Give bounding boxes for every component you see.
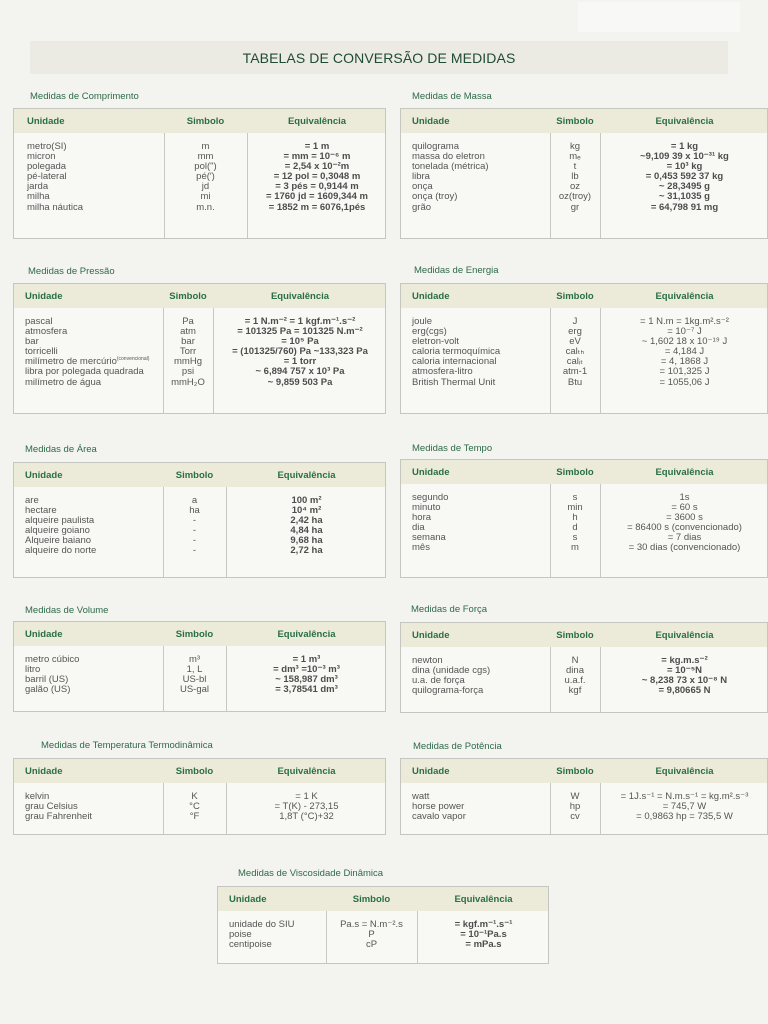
unit-name: pé-lateral: [27, 171, 67, 183]
equivalence-column: [226, 655, 386, 695]
table-header: [14, 284, 385, 308]
equivalence-value: = 1 N.m = 1kg.m².s⁻²: [640, 316, 729, 327]
unit-name: u.a. de força: [412, 675, 465, 687]
equivalence-value: = 1852 m = 6076,1pés: [268, 201, 366, 213]
table-pressao: [13, 283, 386, 414]
header-equivalencia: Equivalência: [655, 291, 714, 302]
header-simbolo: Simbolo: [169, 291, 207, 302]
equivalence-value: = 4, 1868 J: [660, 356, 709, 368]
unit-name: segundo: [412, 492, 449, 503]
table-header: [401, 109, 767, 133]
equivalence-value: 2,42 ha: [290, 515, 323, 527]
unit-symbol: P: [368, 929, 375, 941]
unit-symbol: mmH₂O: [171, 376, 205, 388]
unit-symbol: N: [571, 655, 579, 666]
unit-symbol: Btu: [567, 376, 583, 388]
unit-symbol: erg: [568, 326, 582, 338]
table-potencia: [400, 758, 768, 835]
unit-symbol: pol("): [194, 161, 217, 173]
equivalence-column: [600, 142, 768, 213]
header-simbolo: Simbolo: [556, 630, 594, 641]
unit-symbol: m: [201, 141, 210, 152]
unit-name: grão: [412, 201, 432, 213]
header-simbolo: Simbolo: [352, 894, 391, 905]
equivalence-value: = 745,7 W: [662, 801, 707, 813]
unit-name: mês: [412, 542, 430, 554]
section-title-temperatura: Medidas de Temperatura Termodinâmica: [41, 740, 213, 751]
symbols-column: [163, 496, 226, 557]
header-equivalencia: Equivalência: [277, 470, 336, 481]
header-unidade: Unidade: [412, 766, 450, 777]
header-equivalencia: Equivalência: [655, 766, 714, 777]
header-unidade: Unidade: [412, 291, 450, 302]
unit-name: atmosfera: [25, 326, 68, 338]
header-simbolo: Simbolo: [186, 116, 225, 127]
section-title-potencia: Medidas de Potência: [413, 741, 502, 752]
unit-name: barril (US): [25, 674, 69, 686]
unit-name: poise: [229, 929, 252, 941]
equivalence-value: = 0,9863 hp = 735,5 W: [636, 811, 733, 823]
equivalence-value: ~ 9,859 503 Pa: [267, 376, 333, 388]
table-header: [218, 887, 548, 911]
table-energia: [400, 283, 768, 414]
units-column: [25, 792, 92, 822]
page-title: TABELAS DE CONVERSÃO DE MEDIDAS: [242, 49, 516, 66]
unit-symbol: hp: [569, 801, 581, 813]
unit-name: quilograma-força: [412, 685, 484, 697]
unit-symbol: mₑ: [569, 151, 581, 163]
units-column: [25, 317, 149, 388]
unit-name: grau Fahrenheit: [25, 811, 93, 823]
unit-name: erg(cgs): [412, 326, 447, 338]
symbols-column: [164, 142, 247, 213]
unit-symbol: US-bl: [182, 674, 207, 686]
equivalence-value: 9,68 ha: [290, 535, 323, 547]
equivalence-value: = 7 dias: [667, 532, 702, 544]
unit-name: litro: [25, 664, 41, 676]
unit-symbol: d: [572, 522, 578, 534]
equivalence-value: = 1 N.m⁻² = 1 kgf.m⁻¹.s⁻²: [244, 316, 356, 327]
unit-name: milímetro de mercúrio: [25, 356, 117, 368]
table-header: [401, 623, 767, 647]
header-unidade: Unidade: [27, 116, 65, 127]
table-massa: [400, 108, 768, 239]
equivalence-value: = kg.m.s⁻²: [661, 655, 708, 666]
units-column: [412, 656, 490, 696]
table-header: [401, 284, 767, 308]
header-equivalencia: Equivalência: [287, 116, 347, 127]
header-equivalencia: Equivalência: [277, 766, 336, 777]
unit-symbol: dina: [566, 665, 584, 677]
unit-symbol: eV: [569, 336, 581, 348]
equivalence-column: [600, 493, 768, 554]
header-equivalencia: Equivalência: [277, 629, 336, 640]
unit-symbol: Torr: [179, 346, 197, 358]
header-unidade: Unidade: [412, 630, 450, 641]
units-column: [412, 317, 500, 388]
equivalence-value: = 10⁵ Pa: [281, 336, 319, 348]
equivalence-value: = kgf.m⁻¹.s⁻¹: [454, 919, 513, 930]
equivalence-value: = mm = 10⁻⁶ m: [283, 151, 351, 163]
section-title-energia: Medidas de Energia: [414, 265, 499, 276]
equivalence-value: = 3,78541 dm³: [275, 684, 338, 696]
unit-symbol: atm-1: [562, 366, 588, 378]
unit-name: cavalo vapor: [412, 811, 466, 823]
equivalence-value: = 60 s: [671, 502, 698, 514]
equivalence-value: 4,84 ha: [290, 525, 323, 537]
unit-name: eletron-volt: [412, 336, 459, 348]
units-column: [412, 493, 448, 554]
unit-symbol: pé(′): [196, 171, 215, 183]
unit-name: micron: [27, 151, 56, 163]
equivalence-value: ~ 28,3495 g: [659, 181, 710, 193]
equivalence-value: 1s: [679, 492, 690, 503]
unit-name: polegada: [27, 161, 67, 173]
unit-note: (convencional): [116, 356, 150, 363]
equivalence-value: = 1 torr: [283, 356, 317, 368]
header-simbolo: Simbolo: [556, 467, 594, 478]
unit-name: watt: [412, 791, 430, 802]
section-title-area: Medidas de Área: [25, 444, 97, 455]
unit-symbol: atm: [180, 326, 196, 338]
unit-name: hora: [412, 512, 432, 524]
equivalence-value: = 1 m: [304, 141, 330, 152]
unit-symbol: mm: [197, 151, 214, 163]
equivalence-column: [226, 792, 386, 822]
equivalence-value: = 1 m³: [292, 654, 321, 665]
unit-symbol: jd: [201, 181, 210, 193]
unit-name: bar: [25, 336, 39, 348]
unit-symbol: calₜₕ: [565, 346, 585, 358]
equivalence-value: = 3600 s: [666, 512, 703, 524]
equivalence-value: = (101325/760) Pa ~133,323 Pa: [232, 346, 368, 358]
equivalence-value: = mPa.s: [465, 939, 502, 951]
table-temperatura: [13, 758, 386, 835]
equivalence-value: ~ 1,602 18 x 10⁻¹⁹ J: [641, 336, 728, 348]
unit-symbol: t: [573, 161, 577, 173]
unit-symbol: min: [567, 502, 583, 514]
equivalence-value: = 1 K: [295, 791, 318, 802]
units-column: [25, 496, 96, 557]
header-unidade: Unidade: [412, 116, 450, 127]
unit-name: metro cúbico: [25, 654, 80, 665]
unit-name: jarda: [27, 181, 49, 193]
header-simbolo: Simbolo: [175, 766, 214, 777]
unit-name: minuto: [412, 502, 441, 514]
equivalence-value: = 101,325 J: [659, 366, 710, 378]
equivalence-value: 1,8T (°C)+32: [279, 811, 334, 823]
table-volume: [13, 621, 386, 712]
unit-name: massa do eletron: [412, 151, 485, 163]
symbols-column: [550, 317, 600, 388]
unit-symbol: m: [571, 542, 579, 554]
unit-symbol: m.n.: [196, 201, 215, 213]
unit-symbol: oz: [569, 181, 581, 193]
header-unidade: Unidade: [229, 894, 267, 905]
table-header: [14, 109, 385, 133]
equivalence-value: = 4,184 J: [664, 346, 705, 358]
equivalence-value: = 1760 jd = 1609,344 m: [266, 191, 368, 203]
unit-symbol: -: [192, 515, 197, 527]
unit-symbol: °C: [189, 801, 200, 813]
header-simbolo: Simbolo: [175, 629, 214, 640]
unit-symbol: -: [192, 535, 197, 547]
equivalence-value: ~ 158,987 dm³: [275, 674, 338, 686]
unit-symbol: -: [192, 545, 197, 557]
symbols-column: [163, 792, 226, 822]
equivalence-value: ~ 8,238 73 x 10⁻⁸ N: [641, 675, 728, 687]
section-title-massa: Medidas de Massa: [412, 91, 492, 102]
unit-name: kelvin: [25, 791, 50, 802]
unit-name: libra por polegada quadrada: [25, 366, 144, 378]
equivalence-value: 100 m²: [291, 495, 322, 506]
unit-name: milímetro de água: [25, 376, 102, 388]
unit-name: metro(SI): [27, 141, 67, 152]
section-title-forca: Medidas de Força: [411, 604, 488, 615]
unit-name: British Thermal Unit: [412, 376, 496, 388]
equivalence-value: = 10⁻⁵N: [666, 665, 703, 677]
table-header: [14, 759, 385, 783]
unit-name: are: [25, 495, 39, 506]
header-simbolo: Simbolo: [556, 116, 594, 127]
header-unidade: Unidade: [412, 467, 450, 478]
equivalence-value: = dm³ =10⁻³ m³: [273, 664, 340, 676]
unit-name: libra: [412, 171, 430, 183]
unit-name: onça: [412, 181, 433, 193]
header-simbolo: Simbolo: [175, 470, 214, 481]
unit-symbol: °F: [189, 811, 200, 823]
units-column: [412, 792, 466, 822]
unit-symbol: W: [570, 791, 580, 802]
unit-name: alqueire do norte: [25, 545, 97, 557]
unit-symbol: a: [191, 495, 198, 506]
symbols-column: [550, 142, 600, 213]
header-equivalencia: Equivalência: [655, 467, 714, 478]
header-unidade: Unidade: [25, 470, 63, 481]
unit-name: dia: [412, 522, 425, 534]
unit-name: torricelli: [25, 346, 58, 358]
unit-name: milha: [27, 191, 50, 203]
equivalence-value: = 1 kg: [670, 141, 699, 152]
unit-symbol: 1, L: [186, 664, 203, 676]
equivalence-value: = 1J.s⁻¹ = N.m.s⁻¹ = kg.m².s⁻³: [620, 791, 749, 802]
symbols-column: [550, 792, 600, 822]
table-header: [401, 460, 767, 484]
unit-name: grau Celsius: [25, 801, 78, 813]
unit-symbol: h: [572, 512, 578, 524]
header-equivalencia: Equivalência: [454, 894, 513, 905]
unit-name: hectare: [25, 505, 57, 517]
unit-symbol: m³: [188, 654, 201, 665]
unit-symbol: s: [572, 532, 578, 544]
unit-name: unidade do SIU: [229, 919, 295, 930]
equivalence-column: [226, 496, 386, 557]
unit-symbol: ha: [189, 505, 200, 517]
unit-name: centipoise: [229, 939, 272, 951]
unit-symbol: mi: [200, 191, 211, 203]
table-tempo: [400, 459, 768, 578]
symbols-column: [163, 317, 213, 388]
title-band: [30, 41, 728, 74]
header-unidade: Unidade: [25, 629, 63, 640]
symbols-column: [163, 655, 226, 695]
table-forca: [400, 622, 768, 713]
equivalence-value: = 86400 s (convencionado): [627, 522, 742, 534]
section-title-volume: Medidas de Volume: [25, 605, 109, 616]
unit-name: caloria termoquímica: [412, 346, 501, 358]
section-title-comprimento: Medidas de Comprimento: [30, 91, 139, 102]
header-equivalencia: Equivalência: [655, 116, 714, 127]
unit-symbol: cv: [570, 811, 580, 823]
unit-name: Alqueire baiano: [25, 535, 92, 547]
unit-name: dina (unidade cgs): [412, 665, 491, 677]
header-simbolo: Simbolo: [556, 766, 594, 777]
equivalence-column: [600, 317, 768, 388]
unit-symbol: s: [572, 492, 578, 503]
table-viscosidade: [217, 886, 549, 964]
header-simbolo: Simbolo: [556, 291, 594, 302]
unit-name: alqueire goiano: [25, 525, 90, 537]
header-unidade: Unidade: [25, 291, 63, 302]
unit-symbol: calᵢₜ: [566, 356, 584, 368]
section-title-viscosidade: Medidas de Viscosidade Dinâmica: [238, 868, 384, 879]
equivalence-value: = 101325 Pa = 101325 N.m⁻²: [237, 326, 363, 338]
unit-name: tonelada (métrica): [412, 161, 489, 173]
unit-name: alqueire paulista: [25, 515, 95, 527]
unit-name: horse power: [412, 801, 465, 813]
unit-name: galão (US): [25, 684, 71, 696]
equivalence-column: [247, 142, 386, 213]
unit-symbol: mmHg: [174, 356, 202, 368]
unit-symbol: lb: [571, 171, 579, 183]
unit-name: milha náutica: [27, 201, 83, 213]
unit-symbol: kgf: [568, 685, 582, 697]
equivalence-value: ~ 6,894 757 x 10³ Pa: [255, 366, 345, 378]
unit-name: caloria internacional: [412, 356, 497, 368]
equivalence-value: = 64,798 91 mg: [650, 201, 719, 213]
symbols-column: [326, 920, 417, 950]
table-comprimento: [13, 108, 386, 239]
unit-name: newton: [412, 655, 443, 666]
equivalence-value: = 10⁻⁷ J: [667, 326, 702, 338]
equivalence-value: = 30 dias (convencionado): [628, 542, 741, 554]
unit-symbol: cP: [365, 939, 378, 951]
equivalence-value: = 10³ kg: [666, 161, 703, 173]
units-column: [27, 142, 83, 213]
units-column: [412, 142, 489, 213]
unit-symbol: Pa.s = N.m⁻².s: [340, 919, 403, 930]
unit-name: atmosfera-litro: [412, 366, 473, 378]
equivalence-value: ~9,109 39 x 10⁻³¹ kg: [640, 151, 729, 163]
equivalence-value: = 1055,06 J: [659, 376, 710, 388]
unit-symbol: psi: [181, 366, 195, 378]
table-area: [13, 462, 386, 578]
equivalence-value: = 9,80665 N: [658, 685, 711, 697]
units-column: [229, 920, 295, 950]
unit-name: pascal: [25, 316, 53, 327]
equivalence-column: [600, 656, 768, 696]
equivalence-column: [417, 920, 549, 950]
equivalence-value: = 3 pés = 0,9144 m: [275, 181, 359, 193]
unit-name: quilograma: [412, 141, 459, 152]
unit-symbol: gr: [570, 201, 580, 213]
symbols-column: [550, 493, 600, 554]
unit-symbol: US-gal: [179, 684, 210, 696]
header-unidade: Unidade: [25, 766, 63, 777]
equivalence-value: = 12 pol = 0,3048 m: [273, 171, 361, 183]
table-header: [14, 463, 385, 487]
unit-name: joule: [412, 316, 433, 327]
table-header: [401, 759, 767, 783]
section-title-tempo: Medidas de Tempo: [412, 443, 493, 454]
header-equivalencia: Equivalência: [270, 291, 330, 302]
equivalence-column: [213, 317, 386, 388]
symbols-column: [550, 656, 600, 696]
unit-symbol: oz(troy): [558, 191, 592, 203]
header-equivalencia: Equivalência: [655, 630, 714, 641]
section-title-pressao: Medidas de Pressão: [28, 266, 115, 277]
unit-symbol: -: [192, 525, 197, 537]
corner-blank-box: [578, 2, 740, 32]
equivalence-value: ~ 31,1035 g: [659, 191, 710, 203]
equivalence-value: = T(K) - 273,15: [274, 801, 339, 813]
unit-symbol: Pa: [182, 316, 194, 327]
equivalence-value: 10⁴ m²: [291, 505, 322, 517]
units-column: [25, 655, 79, 695]
unit-symbol: J: [572, 316, 578, 327]
unit-symbol: K: [191, 791, 198, 802]
equivalence-value: = 0,453 592 37 kg: [645, 171, 724, 183]
table-header: [14, 622, 385, 646]
unit-symbol: kg: [569, 141, 581, 152]
equivalence-column: [600, 792, 768, 822]
unit-symbol: u.a.f.: [564, 675, 586, 687]
equivalence-value: 2,72 ha: [290, 545, 323, 557]
unit-name: semana: [412, 532, 446, 544]
unit-name: onça (troy): [412, 191, 458, 203]
unit-symbol: bar: [181, 336, 195, 348]
equivalence-value: = 10⁻¹Pa.s: [460, 929, 507, 941]
equivalence-value: = 2,54 x 10⁻²m: [284, 161, 350, 173]
